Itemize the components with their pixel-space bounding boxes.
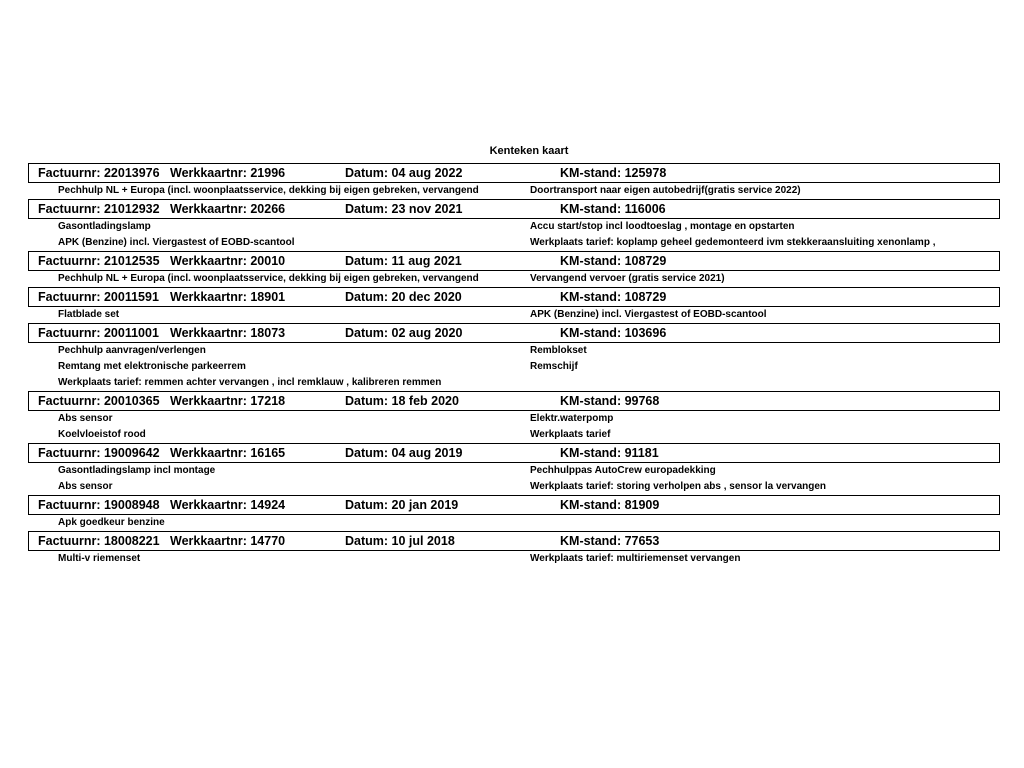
workcard-number: Werkkaartnr: 20010: [170, 254, 286, 268]
invoice-line-item: Elektr.waterpomp: [530, 413, 614, 424]
invoice-line-item: Remtang met elektronische parkeerrem: [58, 361, 246, 372]
odometer-reading: KM-stand: 91181: [560, 446, 659, 460]
invoice-line-item: Werkplaats tarief: multiriemenset vervangen: [530, 553, 741, 564]
invoice-header: [28, 391, 1000, 411]
invoice-block: [28, 391, 1000, 443]
invoice-line-item: Werkplaats tarief: remmen achter vervangen , incl remklauw , kalibreren remmen: [58, 377, 442, 388]
odometer-reading: KM-stand: 108729: [560, 290, 667, 304]
invoice-lines: [28, 307, 1000, 323]
invoice-header: [28, 287, 1000, 307]
odometer-reading: KM-stand: 103696: [560, 326, 667, 340]
invoice-number: Factuurnr: 20010365: [38, 394, 160, 408]
invoice-line-item: Doortransport naar eigen autobedrijf(gratis service 2022): [530, 185, 801, 196]
invoice-line-item: Werkplaats tarief: koplamp geheel gedemonteerd ivm stekkeraansluiting xenonlamp ,: [530, 237, 936, 248]
invoice-number: Factuurnr: 21012932: [38, 202, 160, 216]
odometer-reading: KM-stand: 125978: [560, 166, 667, 180]
invoice-date: Datum: 20 jan 2019: [345, 498, 459, 512]
invoice-date: Datum: 11 aug 2021: [345, 254, 462, 268]
invoice-header: [28, 443, 1000, 463]
odometer-reading: KM-stand: 81909: [560, 498, 660, 512]
invoice-header: [28, 163, 1000, 183]
invoice-line-item: Abs sensor: [58, 413, 113, 424]
invoice-line-item: Pechhulp aanvragen/verlengen: [58, 345, 206, 356]
odometer-reading: KM-stand: 99768: [560, 394, 660, 408]
invoice-list: [28, 163, 1000, 567]
invoice-line-item: [530, 375, 1002, 391]
invoice-line-item: Vervangend vervoer (gratis service 2021): [530, 273, 725, 284]
invoice-block: [28, 287, 1000, 323]
workcard-number: Werkkaartnr: 14770: [170, 534, 286, 548]
workcard-number: Werkkaartnr: 16165: [170, 446, 286, 460]
invoice-line-item: Pechhulp NL + Europa (incl. woonplaatsservice, dekking bij eigen gebreken, vervangend: [58, 185, 479, 196]
invoice-lines: [28, 183, 1000, 199]
invoice-number: Factuurnr: 22013976: [38, 166, 160, 180]
invoice-block: [28, 199, 1000, 251]
workcard-number: Werkkaartnr: 20266: [170, 202, 286, 216]
invoice-lines: [28, 463, 1000, 495]
invoice-line-item: [530, 515, 1002, 531]
workcard-number: Werkkaartnr: 17218: [170, 394, 286, 408]
invoice-lines: [28, 411, 1000, 443]
invoice-block: [28, 251, 1000, 287]
invoice-lines: [28, 515, 1000, 531]
invoice-header: [28, 495, 1000, 515]
invoice-line-item: Remblokset: [530, 345, 587, 356]
invoice-lines: [28, 551, 1000, 567]
invoice-line-item: Remschijf: [530, 361, 578, 372]
invoice-date: Datum: 04 aug 2022: [345, 166, 463, 180]
invoice-line-item: APK (Benzine) incl. Viergastest of EOBD-scantool: [530, 309, 767, 320]
invoice-line-item: APK (Benzine) incl. Viergastest of EOBD-scantool: [58, 237, 295, 248]
invoice-header: [28, 251, 1000, 271]
invoice-number: Factuurnr: 21012535: [38, 254, 160, 268]
invoice-line-item: Pechhulp NL + Europa (incl. woonplaatsservice, dekking bij eigen gebreken, vervangend: [58, 273, 479, 284]
invoice-line-item: Koelvloeistof rood: [58, 429, 146, 440]
odometer-reading: KM-stand: 108729: [560, 254, 667, 268]
page-title: Kenteken kaart: [489, 145, 569, 157]
workcard-number: Werkkaartnr: 18901: [170, 290, 286, 304]
odometer-reading: KM-stand: 77653: [560, 534, 660, 548]
invoice-number: Factuurnr: 20011591: [38, 290, 159, 304]
invoice-line-item: Multi-v riemenset: [58, 553, 141, 564]
invoice-block: [28, 531, 1000, 567]
invoice-line-item: Apk goedkeur benzine: [58, 517, 165, 528]
invoice-header: [28, 199, 1000, 219]
invoice-header: [28, 323, 1000, 343]
workcard-number: Werkkaartnr: 21996: [170, 166, 286, 180]
invoice-block: [28, 443, 1000, 495]
invoice-line-item: Werkplaats tarief: [530, 429, 611, 440]
invoice-block: [28, 323, 1000, 391]
invoice-number: Factuurnr: 18008221: [38, 534, 160, 548]
invoice-date: Datum: 02 aug 2020: [345, 326, 463, 340]
invoice-date: Datum: 20 dec 2020: [345, 290, 462, 304]
invoice-lines: [28, 219, 1000, 251]
workcard-number: Werkkaartnr: 18073: [170, 326, 286, 340]
invoice-line-item: Werkplaats tarief: storing verholpen abs , sensor la vervangen: [530, 481, 827, 492]
invoice-date: Datum: 23 nov 2021: [345, 202, 463, 216]
invoice-number: Factuurnr: 20011001: [38, 326, 159, 340]
invoice-block: [28, 163, 1000, 199]
odometer-reading: KM-stand: 116006: [560, 202, 666, 216]
invoice-date: Datum: 04 aug 2019: [345, 446, 463, 460]
invoice-line-item: Gasontladingslamp: [58, 221, 151, 232]
invoice-line-item: Pechhulppas AutoCrew europadekking: [530, 465, 716, 476]
invoice-date: Datum: 10 jul 2018: [345, 534, 455, 548]
invoice-lines: [28, 343, 1000, 391]
invoice-line-item: Accu start/stop incl loodtoeslag , montage en opstarten: [530, 221, 795, 232]
invoice-number: Factuurnr: 19008948: [38, 498, 160, 512]
invoice-header: [28, 531, 1000, 551]
invoice-line-item: Flatblade set: [58, 309, 120, 320]
invoice-line-item: Gasontladingslamp incl montage: [58, 465, 216, 476]
invoice-line-item: Abs sensor: [58, 481, 113, 492]
workcard-number: Werkkaartnr: 14924: [170, 498, 286, 512]
invoice-block: [28, 495, 1000, 531]
invoice-lines: [28, 271, 1000, 287]
invoice-number: Factuurnr: 19009642: [38, 446, 160, 460]
invoice-date: Datum: 18 feb 2020: [345, 394, 459, 408]
